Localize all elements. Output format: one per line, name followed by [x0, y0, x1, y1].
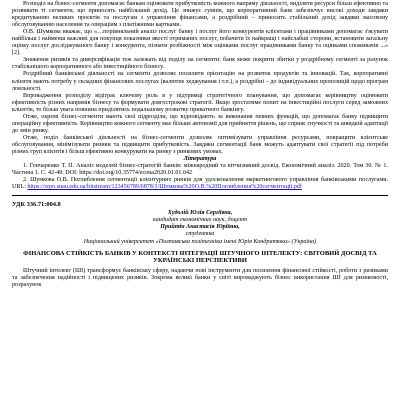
reference-item — [12, 163, 388, 177]
reference-text: Гончаренко Т. П. Аналіз моделей бізнес-стратегій банків: міжнародний та вітчизняний досвід. Економічний аналіз. 2020. Том 30. № 1. Частина 1. С. 42-49. DOI: https://doi.org/10.35774/econa2020.01.01.042 — [12, 163, 388, 177]
author-name: Прийтін Анастасія Юріївна, — [160, 224, 240, 231]
author-role: кандидат економічних наук, доцент — [153, 217, 247, 224]
author-affiliation: Національний університет «Полтавська політехніка імені Юрія Кондратюка» (Україна) — [83, 238, 317, 245]
paragraph: Розподіл на бізнес-сегменти допомагає банкам оцінювати прибутковість кожного напряму діяльності, виділяти ресурси більш ефективно та розвивати ті сегменти, що приносять найбільший дохід. Це знижує сумнів, що корпоративний банк забезпечує високі доходи завдяки кредитуванню великих проєктів та послугам з управління фінансами, а роздрібний – приносить стабільний дохід завдяки масовому обслуговуванню населення та операціям з платіжними картками. — [12, 1, 388, 29]
author-role: студентка — [185, 231, 215, 238]
paragraph: Зниження ризиків та диверсифікація теж залежать від поділу на сегменти: банк може покрити збитки у роздрібному сегменті за рахунок стабільнішого корпоративного або інвестиційного бізнесу. — [12, 57, 388, 71]
article-intro-paragraph: Штучний інтелект (ШІ) трансформує банківську сферу, надаючи нові інструменти для посилення фінансової стійкості, роботи з ризиками та забезпечення надійності і підвищених ризиків. Зокрема великі банки у світі впроваджують бізнес використання ШІ для ризиковості, розрахунок — [12, 268, 388, 289]
paragraph: Роздрібний банківської діяльності на сегменти дозволяє посилити орієнтацію на розвиток продуктів та інновацій. Так, корпоративні клієнти мають потребу у складних фінансових послугах (валютне хеджування і т.п.), а роздрібні – до індивідуальних пропозицій щодо програм лояльності. — [12, 71, 388, 92]
reference-number: 1. — [23, 163, 28, 170]
author-name: Худолій Юлія Сергіївна, — [167, 210, 233, 217]
paragraph: Отже, окремі бізнес-сегменти мають свої підрозділи, що відповідають за виконання певних функцій, що допомагає банку підвищити операційну ефективність. Керівництво кожного сегменту має більше автономії для прийняття рішень, що сприяє гнучкості та швидкій адаптації до змін ринку. — [12, 113, 388, 134]
udc-code: УДК 336.71:004.8 — [12, 201, 61, 209]
paragraph: О.В. Шумкова вважає, що «…порівняльний аналіз послуг банку і послуг його конкурентів клієнтами і працівниками допомагає з'ясувати найбільш і найменш важливі для покупця показники якості отриманих послуг, побачити їх найкращі і найслабші сторони, встановити загальну оцінку послуг досліджуваного банку і конкурента, пізнати розбіжності між оцінками послуг працівниками банку та оцінками споживачів ...» [2]. — [12, 29, 388, 57]
author-block — [12, 210, 388, 245]
top-section — [12, 1, 388, 156]
section-divider — [12, 195, 388, 196]
literature-heading: Література — [183, 156, 217, 163]
reference-item — [12, 177, 388, 191]
reference-text: Шумкова О.В. Поглиблення сегментації клієнтурних ринків для удосконалення маркетингового управління банківськими послугами. URL: — [12, 177, 388, 191]
paragraph: Впровадження розподілу відіграє ключову роль в у підтримці стратегічного планування, що допомагає керівництву оцінювати ефективність різних напрямів бізнесу та формувати довгострокові стратегії. Якщо зростатиме попит на інвестиційні послуги серед заможних клієнтів, то більш увага повинна приділятись подальшому розвитку приватного банкінгу. — [12, 92, 388, 113]
article-title: ФІНАНСОВА СТІЙКІСТЬ БАНКІВ У КОНТЕКСТІ ІНТЕГРАЦІЇ ШТУЧНОГО ІНТЕЛЕКТУ: СВІТОВИЙ ДОСВІД ТА УКРАЇНСЬКІ ПЕРСПЕКТИВИ — [23, 249, 377, 264]
paragraph: Отже, поділ банківської діяльності на бізнес-сегменти дозволяє оптимізувати управління ресурсами, покращити клієнтське обслуговування, мінімізувати ризики та підвищити прибутковість. Завдяки сегментації банк можуть адаптувати свої стратегії під потреби різних груп клієнтів і більш ефективно конкурувати на ринку з ринкових умовах. — [12, 134, 388, 155]
reference-number: 2. — [23, 177, 28, 184]
reference-list — [12, 163, 388, 191]
reference-link[interactable]: https://repo.snau.edu.ua/bitstream/123456789/6878/1/Шумкова%20О.В.%20Поглиблення%20сегментації.pdf — [27, 184, 302, 191]
